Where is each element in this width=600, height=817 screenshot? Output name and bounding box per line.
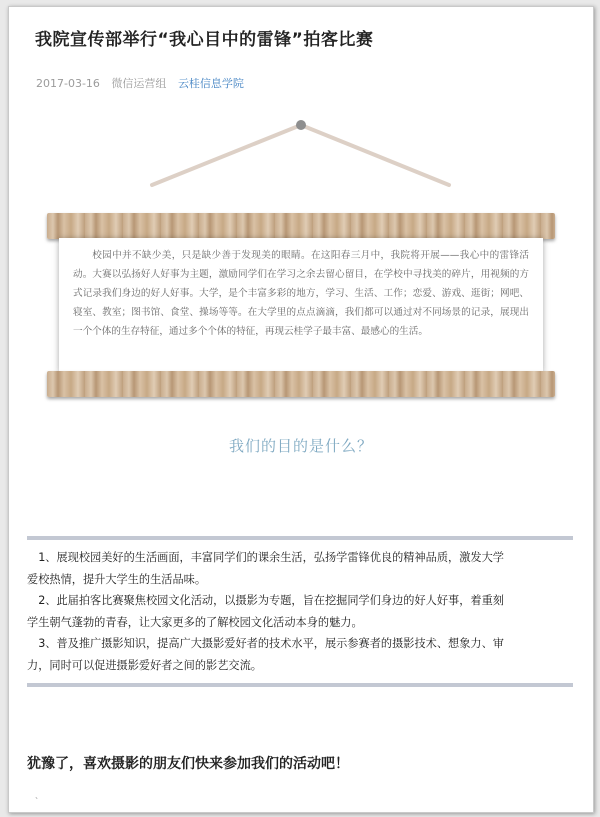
publish-date: 2017-03-16	[36, 77, 100, 90]
wooden-rod-top	[47, 213, 555, 239]
hanging-scroll-panel	[59, 238, 543, 372]
section-question: 我们的目的是什么？	[228, 437, 373, 455]
goals-list	[27, 547, 573, 676]
goal-line: 2、此届拍客比赛聚焦校园文化活动，以摄影为专题，旨在挖掘同学们身边的好人好事，着重刻	[27, 594, 504, 607]
goal-line: 学生朝气蓬勃的青春，让大家更多的了解校园文化活动本身的魅力。	[27, 615, 363, 629]
left-string	[152, 125, 301, 185]
right-string	[301, 125, 449, 185]
article-frame	[8, 6, 594, 813]
divider-top	[27, 536, 573, 540]
goal-line: 力，同时可以促进摄影爱好者之间的影艺交流。	[27, 658, 262, 672]
hanging-nail	[296, 120, 306, 130]
footer-mark: 、	[35, 791, 43, 800]
goal-line: 爱校热情，提升大学生的生活品味。	[27, 572, 207, 586]
goal-line: 3、普及推广摄影知识，提高广大摄影爱好者的技术水平，展示参赛者的摄影技术、想象力、审	[27, 637, 504, 650]
divider-bottom	[27, 683, 573, 687]
scroll-paragraph: 校园中并不缺少美，只是缺少善于发现美的眼睛。在这阳春三月中，我院将开展——我心中的雷锋活动。大赛以弘扬好人好事为主题，激励同学们在学习之余去留心留目，在学校中寻找美的碎片，用视频的方式记录我们身边的好人好事。大学，是个丰富多彩的地方，学习、生活、工作；恋爱、游戏、逛街；网吧、寝室、教室；图书馆、食堂、操场等等。在大学里的点点滴滴，我们都可以通过对不同场景的记录，展现出一个个体的生存特征，通过多个个体的特征，再现云桂学子最丰富、最感心的生活。	[73, 250, 529, 337]
article-title: 我院宣传部举行“我心目中的雷锋”拍客比赛	[35, 30, 374, 50]
source-link[interactable]: 云桂信息学院	[177, 77, 244, 90]
author-name: 微信运营组	[111, 77, 167, 90]
goal-line: 1、展现校园美好的生活画面，丰富同学们的课余生活，弘扬学雷锋优良的精神品质，激发大学	[27, 551, 504, 564]
closing-call-to-action: 犹豫了，喜欢摄影的朋友们快来参加我们的活动吧！	[27, 756, 349, 772]
hanging-string-graphic	[9, 7, 593, 207]
wooden-rod-bottom	[47, 371, 555, 397]
